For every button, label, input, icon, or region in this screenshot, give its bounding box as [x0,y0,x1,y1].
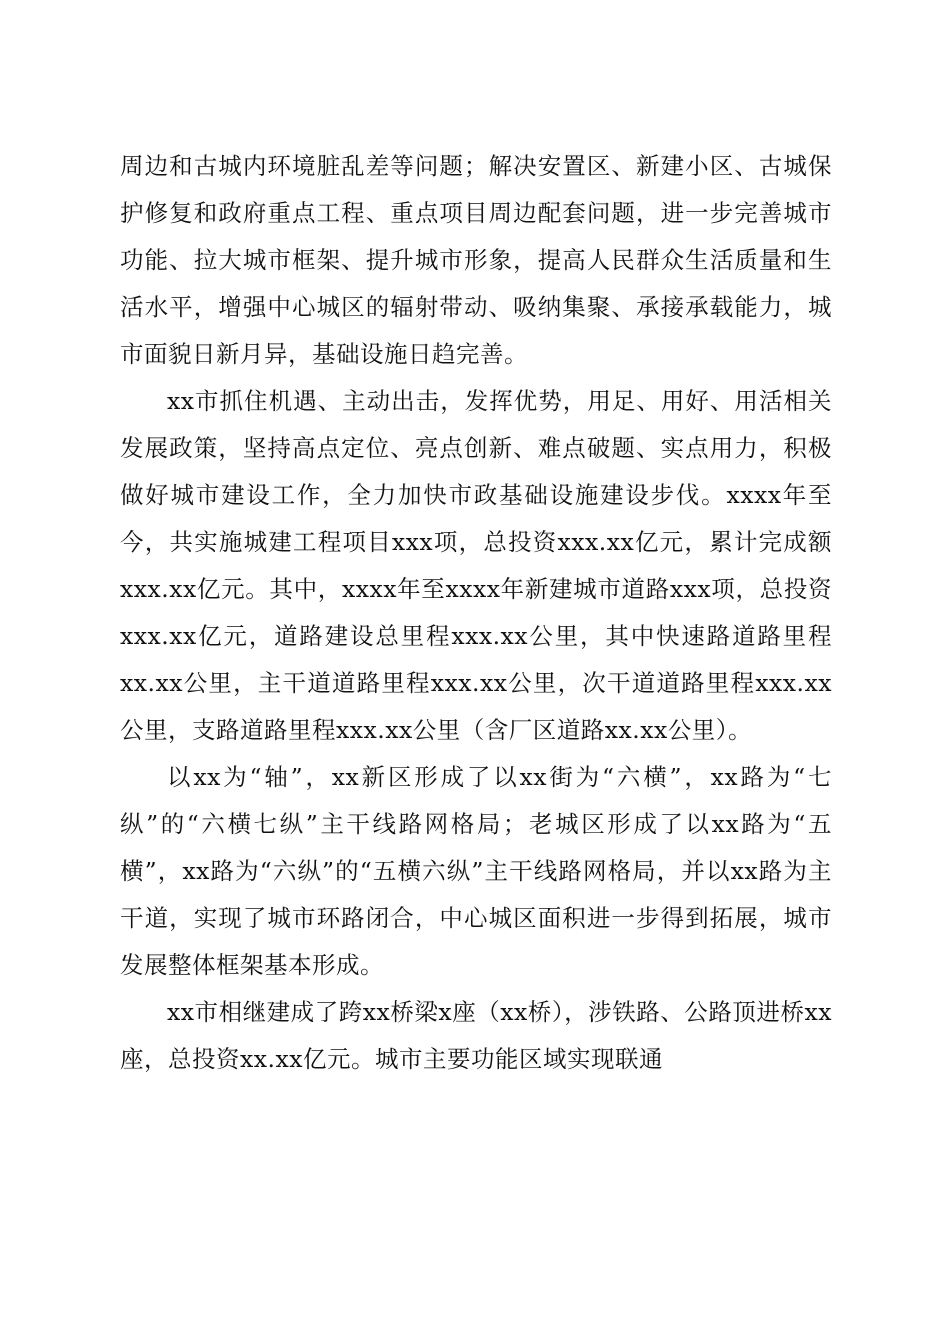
document-body [120,143,832,1083]
paragraph-bridges: xx市相继建成了跨xx桥梁x座（xx桥），涉铁路、公路顶进桥xx座，总投资xx.xx亿元。城市主要功能区域实现联通 [120,998,832,1073]
paragraph-urban-construction: xx市抓住机遇、主动出击，发挥优势，用足、用好、用活相关发展政策，坚持高点定位、亮点创新、难点破题、实点用力，积极做好城市建设工作，全力加快市政基础设施建设步伐。xxxx年至今，共实施城建工程项目xxx项，总投资xxx.xx亿元，累计完成额xxx.xx亿元。其中，xxxx年至xxxx年新建城市道路xxx项，总投资xxx.xx亿元，道路建设总里程xxx.xx公里，其中快速路道路里程xx.xx公里，主干道道路里程xxx.xx公里，次干道道路里程xxx.xx公里，支路道路里程xxx.xx公里（含厂区道路xx.xx公里）。 [120,387,832,744]
paragraph-road-network: 以xx为“轴”，xx新区形成了以xx街为“六横”，xx路为“七纵”的“六横七纵”主干线路网格局；老城区形成了以xx路为“五横”，xx路为“六纵”的“五横六纵”主干线路网格局，并以xx路为主干道，实现了城市环路闭合，中心城区面积进一步得到拓展，城市发展整体框架基本形成。 [120,763,832,979]
paragraph-continuation: 周边和古城内环境脏乱差等问题；解决安置区、新建小区、古城保护修复和政府重点工程、重点项目周边配套问题，进一步完善城市功能、拉大城市框架、提升城市形象，提高人民群众生活质量和生活水平，增强中心城区的辐射带动、吸纳集聚、承接承载能力，城市面貌日新月异，基础设施日趋完善。 [120,152,832,368]
